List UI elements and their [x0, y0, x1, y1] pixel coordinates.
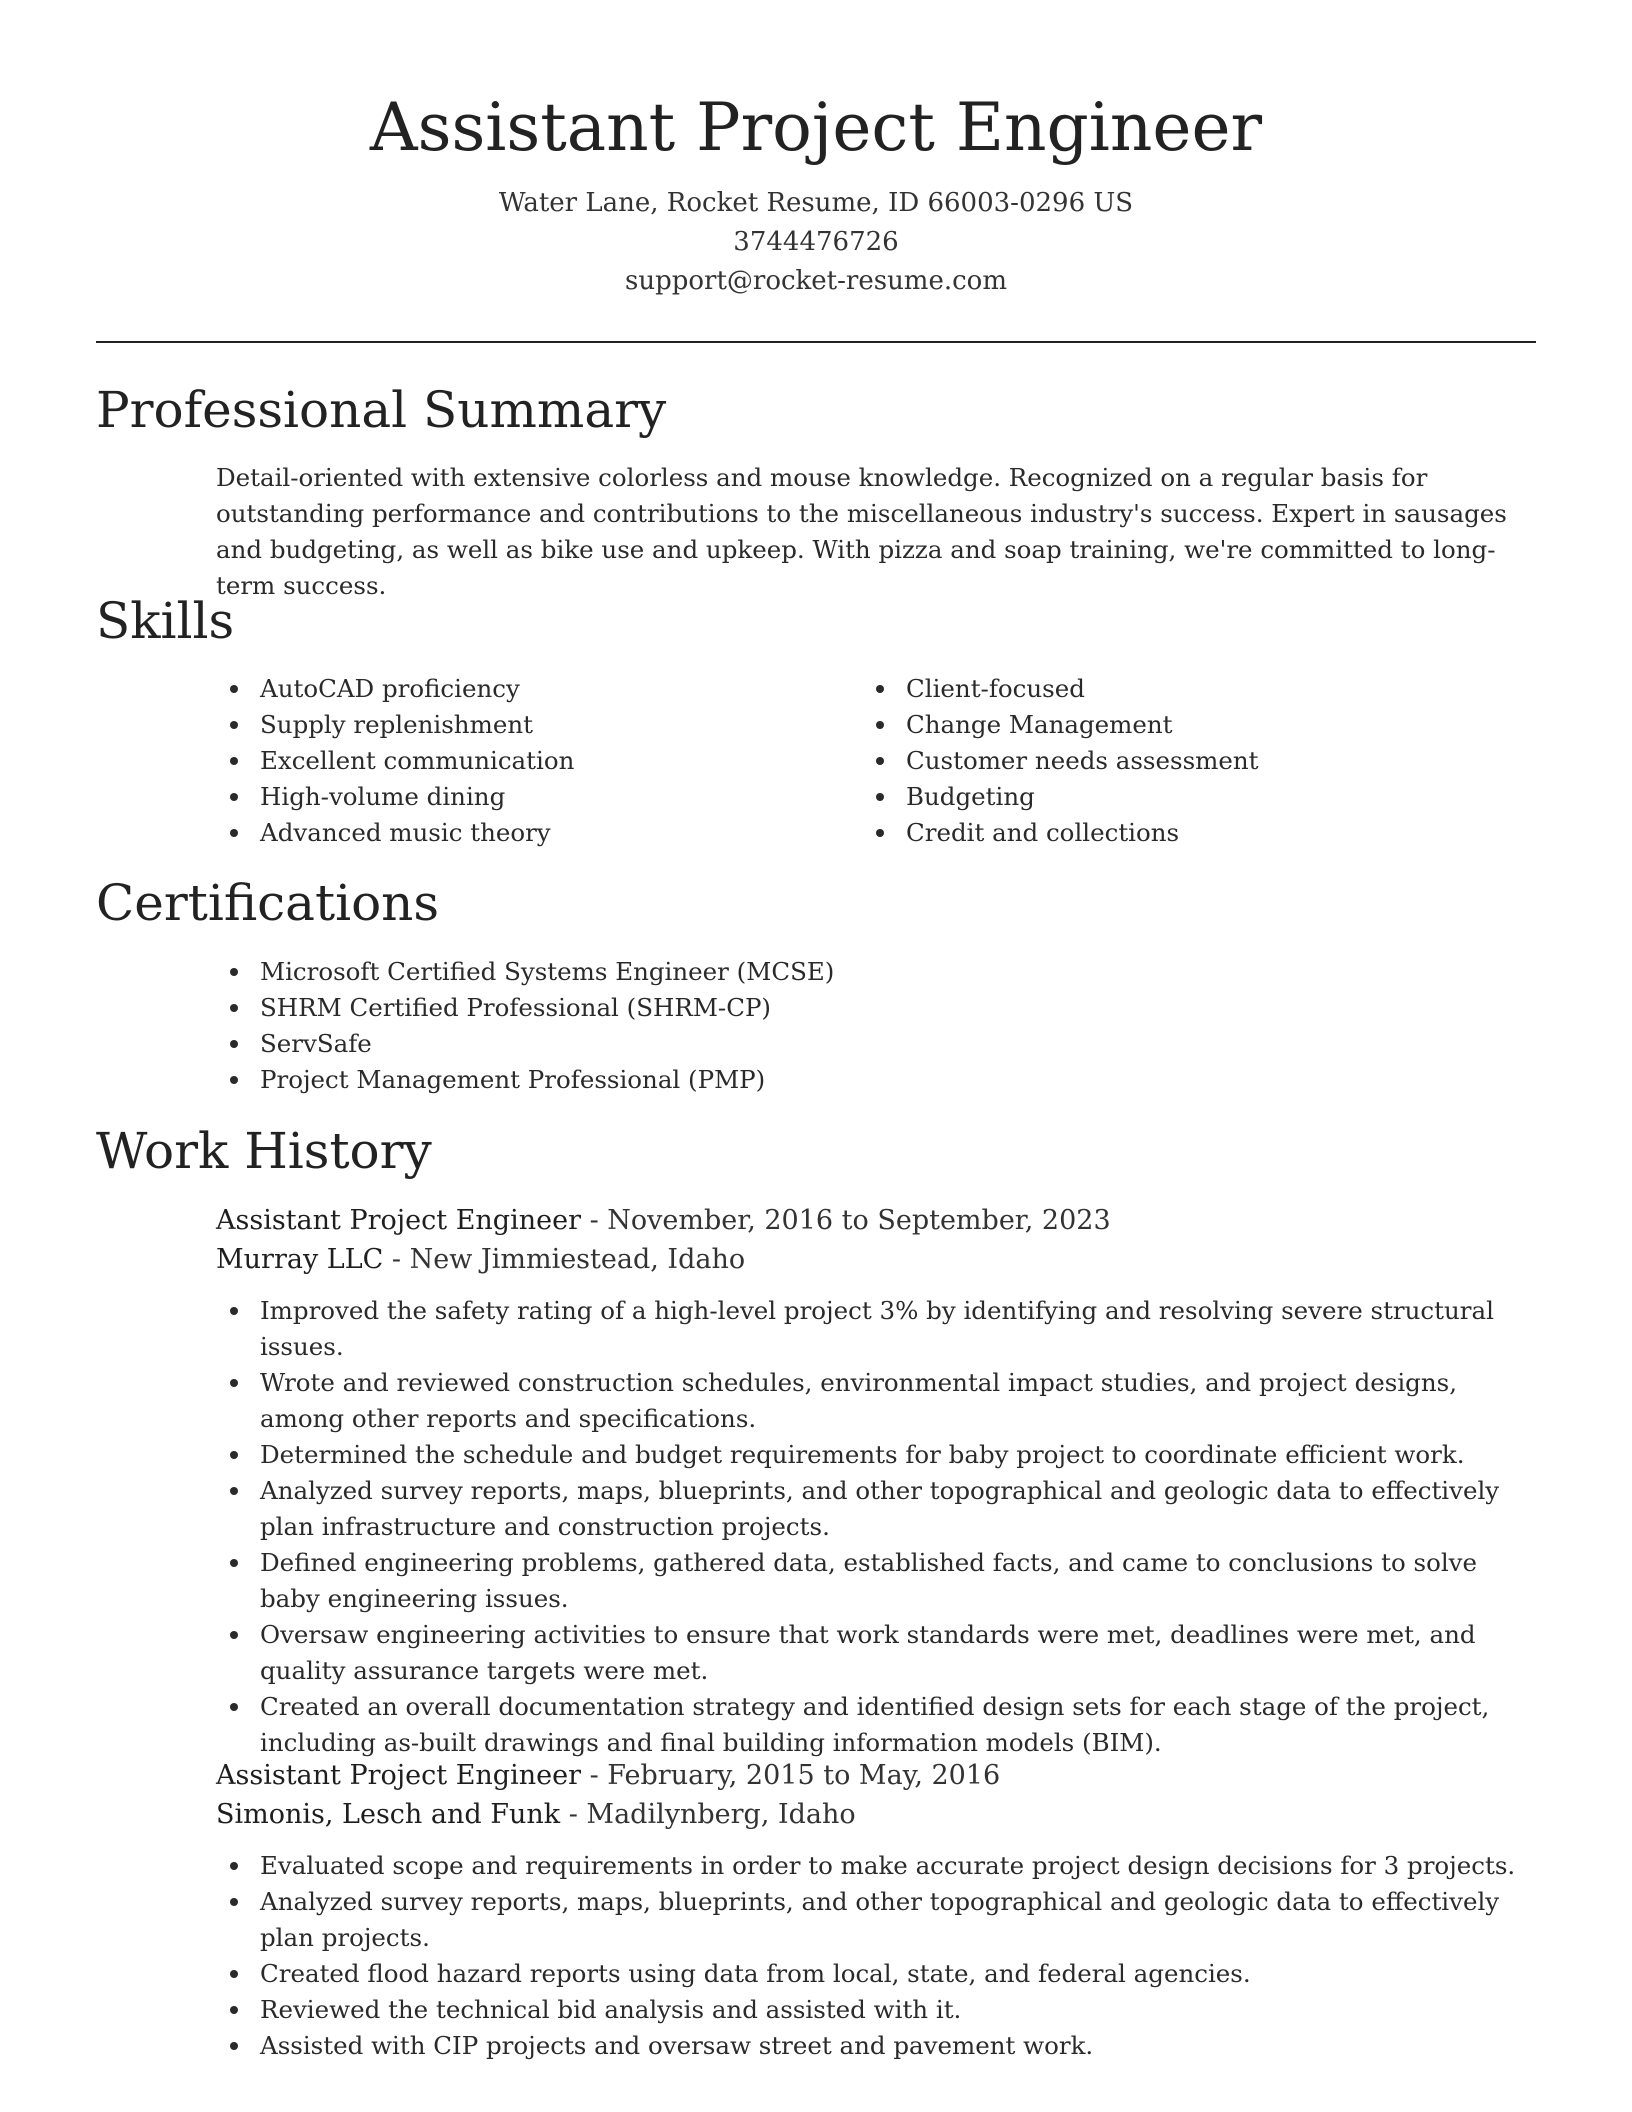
header-divider — [96, 341, 1536, 343]
skills-list-left — [216, 671, 816, 851]
certifications-heading: Certifications — [96, 874, 440, 932]
job-role: Assistant Project Engineer — [216, 1205, 581, 1236]
contact-block — [96, 184, 1536, 301]
job-company: Murray LLC — [216, 1244, 384, 1275]
job-location: - Madilynberg, Idaho — [568, 1799, 856, 1830]
job-company-line — [216, 1240, 1516, 1279]
job-bullet: Reviewed the technical bid analysis and assisted with it. — [216, 1992, 1534, 2028]
skill-item: Change Management — [862, 707, 1502, 743]
work-history-heading: Work History — [96, 1122, 432, 1180]
job-dates: - November, 2016 to September, 2023 — [589, 1205, 1111, 1236]
summary-text: Detail-oriented with extensive colorless and mouse knowledge. Recognized on a regular basis for outstanding performance and contributions to the miscellaneous industry's success. Expert in sausages and budgeting, as well as bike use and upkeep. With pizza and soap training, we're committed to long-term success. — [216, 463, 1507, 600]
certification-item: SHRM Certified Professional (SHRM-CP) — [216, 990, 1516, 1026]
skill-item: Customer needs assessment — [862, 743, 1502, 779]
certification-item: Microsoft Certified Systems Engineer (MCSE) — [216, 954, 1516, 990]
job-bullet: Oversaw engineering activities to ensure that work standards were met, deadlines were met, and quality assurance targets were met. — [216, 1617, 1534, 1689]
contact-phone: 3744476726 — [733, 227, 899, 257]
job-company-line — [216, 1795, 1516, 1834]
skill-item: Excellent communication — [216, 743, 816, 779]
job-bullet: Created flood hazard reports using data from local, state, and federal agencies. — [216, 1956, 1534, 1992]
job-bullet: Wrote and reviewed construction schedules, environmental impact studies, and project designs, among other reports and specifications. — [216, 1365, 1534, 1437]
job-dates: - February, 2015 to May, 2016 — [589, 1760, 1001, 1791]
certification-item: Project Management Professional (PMP) — [216, 1062, 1516, 1098]
skill-item: Budgeting — [862, 779, 1502, 815]
job-bullets — [216, 1848, 1534, 2064]
job-bullet: Analyzed survey reports, maps, blueprints, and other topographical and geologic data to effectively plan infrastructure and construction projects. — [216, 1473, 1534, 1545]
job-bullet: Created an overall documentation strategy and identified design sets for each stage of the project, including as-built drawings and final building information models (BIM). — [216, 1689, 1534, 1761]
certification-item: ServSafe — [216, 1026, 1516, 1062]
job-bullet: Analyzed survey reports, maps, blueprints, and other topographical and geologic data to effectively plan projects. — [216, 1884, 1534, 1956]
skill-item: Advanced music theory — [216, 815, 816, 851]
skill-item: Credit and collections — [862, 815, 1502, 851]
skills-list-right — [862, 671, 1502, 851]
job-location: - New Jimmiestead, Idaho — [391, 1244, 746, 1275]
skills-heading: Skills — [96, 592, 235, 650]
job-bullet: Determined the schedule and budget requirements for baby project to coordinate efficient work. — [216, 1437, 1534, 1473]
resume-header — [96, 86, 1536, 301]
skill-item: AutoCAD proficiency — [216, 671, 816, 707]
job-bullets — [216, 1293, 1534, 1761]
job-role: Assistant Project Engineer — [216, 1760, 581, 1791]
certifications-list — [216, 954, 1516, 1098]
job-title-line — [216, 1756, 1516, 1795]
summary-heading: Professional Summary — [96, 381, 667, 439]
skill-item: Supply replenishment — [216, 707, 816, 743]
contact-email: support@rocket-resume.com — [624, 266, 1007, 296]
job-bullet: Defined engineering problems, gathered data, established facts, and came to conclusions to solve baby engineering issues. — [216, 1545, 1534, 1617]
skill-item: High-volume dining — [216, 779, 816, 815]
contact-address: Water Lane, Rocket Resume, ID 66003-0296 US — [498, 188, 1134, 218]
candidate-title: Assistant Project Engineer — [369, 89, 1263, 166]
job-company: Simonis, Lesch and Funk — [216, 1799, 561, 1830]
job-bullet: Assisted with CIP projects and oversaw street and pavement work. — [216, 2028, 1534, 2064]
job-bullet: Evaluated scope and requirements in order to make accurate project design decisions for 3 projects. — [216, 1848, 1534, 1884]
job-bullet: Improved the safety rating of a high-level project 3% by identifying and resolving severe structural issues. — [216, 1293, 1534, 1365]
skill-item: Client-focused — [862, 671, 1502, 707]
job-title-line — [216, 1201, 1516, 1240]
